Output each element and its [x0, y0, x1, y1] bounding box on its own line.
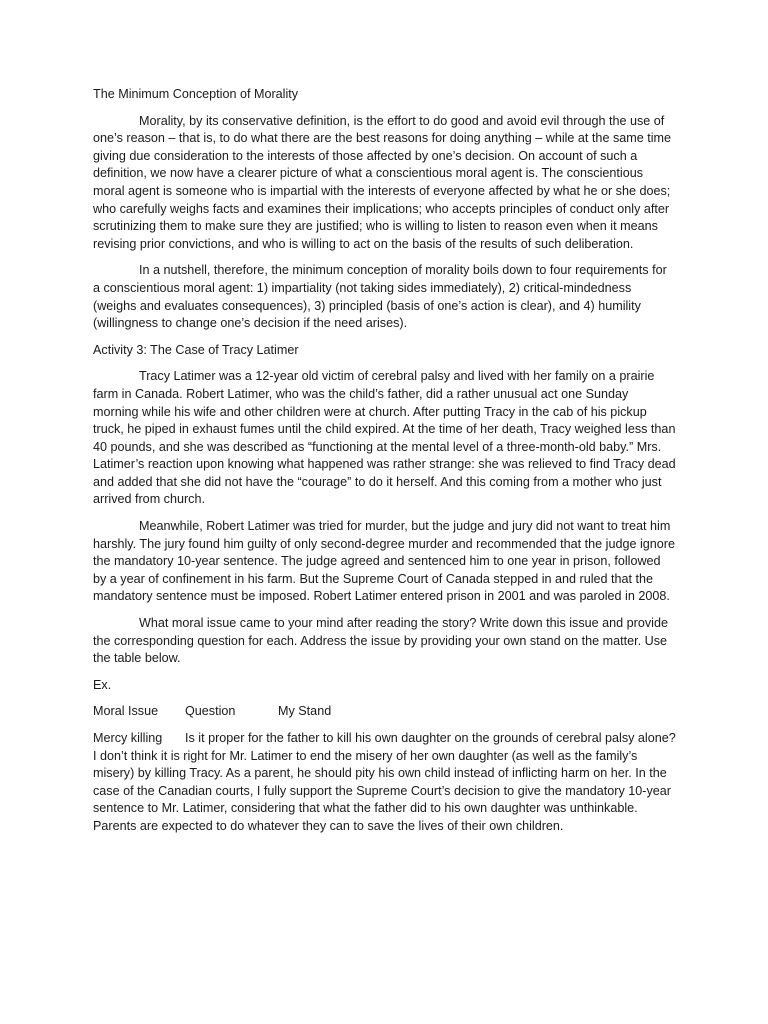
entry-question-and-stand: Is it proper for the father to kill his own daughter on the grounds of cerebral palsy alone? I don’t think it is right for Mr. Latimer to end the misery of her own daughter (as well as the family’s misery) by killing Tracy. As a parent, he should pity his own child instead of inflicting harm on her. In the case of the Canadian courts, I fully support the Supreme Court’s decision to give the mandatory 10-year sentence to Mr. Latimer, considering that what the father did to his own daughter was unthinkable. Parents are expected to do whatever they can to save the lives of their own children. — [93, 731, 676, 833]
entry-moral-issue: Mercy killing — [93, 731, 163, 745]
header-question: Question — [185, 704, 236, 719]
document-title: The Minimum Conception of Morality — [93, 87, 299, 101]
activity-heading: Activity 3: The Case of Tracy Latimer — [93, 342, 299, 357]
header-moral-issue: Moral Issue — [93, 704, 159, 719]
header-my-stand: My Stand — [278, 704, 332, 719]
paragraph-case-story: Tracy Latimer was a 12-year old victim of cerebral palsy and lived with her family on a prairie farm in Canada. Robert Latimer, who was the child’s father, did a rather unusual act one Sunday morning while his wife and other children were at church. After putting Tracy in the cab of his pickup truck, he piped in exhaust fumes until the child expired. At the time of her death, Tracy weighed less than 40 pounds, and she was described as “functioning at the mental level of a three-month-old baby.” Mrs. Latimer’s reaction upon knowing what happened was rather strange: she was relieved to find Tracy dead and added that she did not have the “courage” to do it herself. And this coming from a mother who just arrived from church. — [93, 369, 676, 507]
paragraph-morality-definition: Morality, by its conservative definition, is the effort to do good and avoid evil through the use of one’s reason – that is, to do what there are the best reasons for doing anything – while at the same time giving due consideration to the interests of those affected by one’s decision. On account of such a definition, we now have a clearer picture of what a conscientious moral agent is. The conscientious moral agent is someone who is impartial with the interests of everyone affected by what he or she does; who carefully weighs facts and examines their implications; who accepts principles of conduct only after scrutinizing them to make sure they are justified; who is willing to listen to reason even when it means revising prior convictions, and who is willing to act on the basis of the results of such deliberation. — [93, 113, 672, 251]
table-header-row — [93, 703, 676, 721]
paragraph-nutshell: In a nutshell, therefore, the minimum conception of morality boils down to four requirements for a conscientious moral agent: 1) impartiality (not taking sides immediately), 2) critical-mindedness (weighs and evaluates consequences), 3) principled (basis of one’s action is clear), and 4) humility (willingness to change one’s decision if the need arises). — [93, 263, 667, 331]
paragraph-instructions: What moral issue came to your mind after reading the story? Write down this issue and provide the corresponding question for each. Address the issue by providing your own stand on the matter. Use the table below. — [93, 616, 668, 666]
table-entry — [93, 730, 676, 836]
paragraph-trial: Meanwhile, Robert Latimer was tried for murder, but the judge and jury did not want to treat him harshly. The jury found him guilty of only second-degree murder and recommended that the judge ignore the mandatory 10-year sentence. The judge agreed and sentenced him to one year in prison, followed by a year of confinement in his farm. But the Supreme Court of Canada stepped in and ruled that the mandatory sentence must be imposed. Robert Latimer entered prison in 2001 and was paroled in 2008. — [93, 519, 675, 604]
example-label: Ex. — [93, 677, 112, 692]
